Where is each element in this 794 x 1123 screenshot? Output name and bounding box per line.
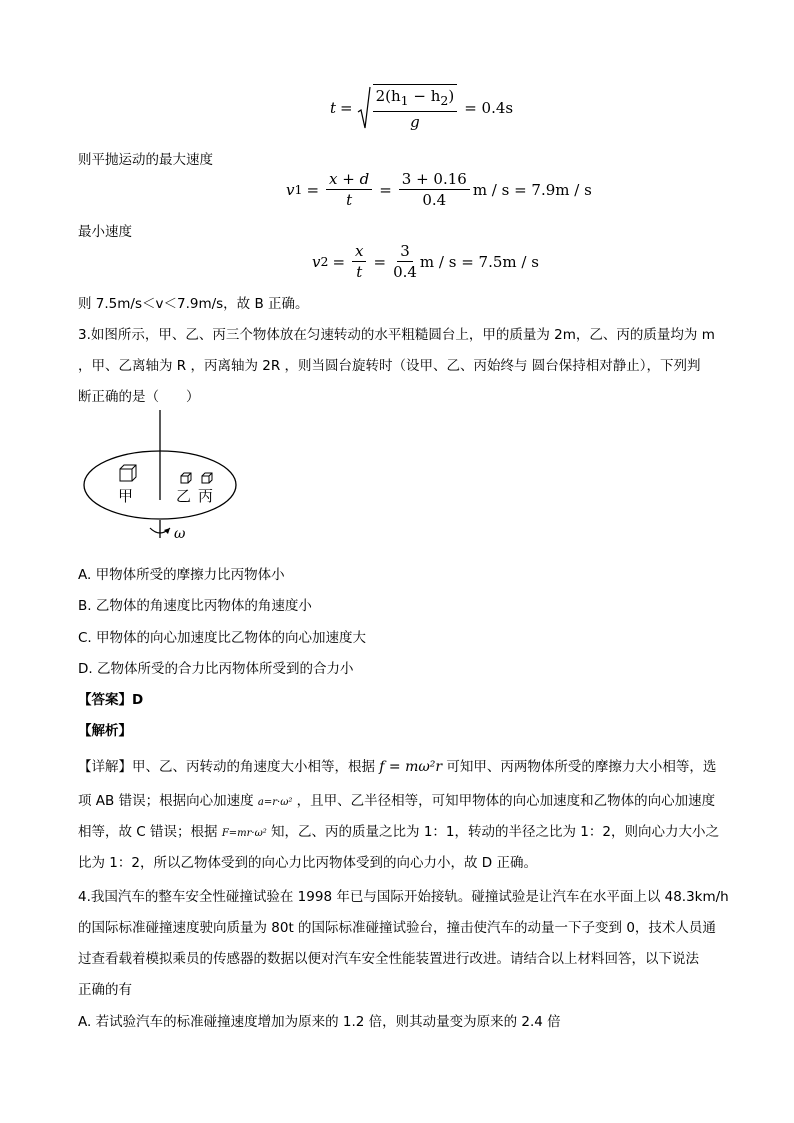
equation-v2: v 2 = $\frac{x}{t}$ = $\frac{3}{0.4}$ m / s = 7.5m / s [312, 242, 539, 281]
cube-bing-icon [202, 473, 212, 483]
eq3-result: m / s = 7.5m / s [419, 252, 539, 271]
cube-jia-icon [120, 465, 136, 481]
label-omega: ω [174, 526, 186, 542]
eq2-lhs-sub: 1 [294, 182, 303, 197]
eq2-num1: x + d [326, 170, 372, 190]
eq3-num1: x [352, 242, 366, 262]
sqrt-sign-icon [357, 86, 371, 130]
cube-yi-icon [181, 473, 191, 483]
text-max-speed: 则平抛运动的最大速度 [78, 152, 213, 168]
eq1-num-b: − h [408, 87, 441, 105]
eq1-sub1: 1 [400, 93, 409, 108]
eq1-num-a: 2(h [375, 87, 401, 105]
detail-line2-a: 项 AB 错误；根据向心加速度 [78, 793, 254, 809]
rotation-arrowhead-icon [164, 528, 170, 534]
eq2-num2: 3 + 0.16 [399, 170, 470, 190]
eq3-den2: 0.4 [393, 263, 417, 281]
detail-line2-b: ，且甲、乙半径相等，可知甲物体的向心加速度和乙物体的向心加速度 [296, 793, 716, 809]
q3-stem-line2: ，甲、乙离轴为 R ，丙离轴为 2R ，则当圆台旋转时（设甲、乙、丙始终与 圆台保持相对静止），下列判 [78, 358, 701, 374]
detail-line1-a: 【详解】甲、乙、丙转动的角速度大小相等，根据 [78, 759, 375, 775]
eq2-den1: t [346, 191, 353, 209]
eq3-lhs-sub: 2 [320, 254, 329, 269]
q3-detail-line4: 比为 1：2，所以乙物体受到的向心力比丙物体受到的向心力小，故 D 正确。 [78, 855, 537, 871]
detail-line3-a: 相等，故 C 错误；根据 [78, 824, 218, 840]
eq1-result: = 0.4s [464, 98, 514, 117]
q3-stem-line1: 3.如图所示，甲、乙、丙三个物体放在匀速转动的水平粗糙圆台上，甲的质量为 2m，乙、丙的质量均为 m [78, 327, 715, 343]
detail-line3-b: 知，乙、丙的质量之比为 1：1，转动的半径之比为 1：2，则向心力大小之 [271, 824, 719, 840]
eq2-den2: 0.4 [422, 191, 447, 209]
eq1-sub2: 2 [440, 93, 449, 108]
q3-option-a: A. 甲物体所受的摩擦力比丙物体小 [78, 567, 285, 583]
q4-stem-line2: 的国际标准碰撞速度驶向质量为 80t 的国际标准碰撞试验台，撞击使汽车的动量一下子变到 0，技术人员通 [78, 920, 716, 936]
eq3-den1: t [356, 263, 363, 281]
eq2-lhs: v [286, 180, 295, 199]
platform-diagram [78, 410, 258, 550]
q3-detail-line2 [78, 789, 715, 809]
eq3-lhs: v [312, 252, 321, 271]
q3-analysis-title: 【解析】 [78, 723, 132, 739]
q3-detail-line3 [78, 820, 719, 840]
rotating-platform-figure [78, 410, 258, 550]
q3-option-c: C. 甲物体的向心加速度比乙物体的向心加速度大 [78, 630, 367, 646]
q3-stem-line3: 断正确的是（ ） [78, 389, 200, 405]
q4-stem-line4: 正确的有 [78, 982, 132, 998]
q3-answer: 【答案】D [78, 692, 144, 708]
eq1-lhs: t [330, 98, 337, 117]
label-jia: 甲 [118, 487, 134, 505]
text-conclusion: 则 7.5m/s＜v＜7.9m/s，故 B 正确。 [78, 296, 309, 312]
equation-v1: v 1 = $\frac{x + d}{t}$ = $\frac{3 + 0.16}{0.4}$ m / s = 7.9m / s [286, 170, 592, 209]
eq1-den: g [410, 113, 420, 131]
q4-stem-line3: 过查看载着模拟乘员的传感器的数据以便对汽车安全性能装置进行改进。请结合以上材料回答，以下说法 [78, 951, 699, 967]
q4-stem-line1: 4.我国汽车的整车安全性碰撞试验在 1998 年已与国际开始接轨。碰撞试验是让汽车在水平面上以 48.3km/h [78, 889, 729, 905]
detail-formula-accel: a=r·ω² [257, 797, 293, 808]
eq3-num2: 3 [397, 242, 413, 262]
q3-option-b: B. 乙物体的角速度比丙物体的角速度小 [78, 598, 312, 614]
text-min-speed: 最小速度 [78, 224, 132, 240]
eq1-num-c: ) [448, 87, 455, 105]
detail-formula-friction: f = mω²r [379, 759, 443, 775]
label-yi: 乙 [176, 487, 192, 505]
eq2-result: m / s = 7.9m / s [472, 180, 592, 199]
label-bing: 丙 [198, 487, 214, 505]
equation-time: t = $\frac{2(h_1 - h_2)}{g}$ = 0.4s [330, 84, 513, 131]
q3-detail-line1 [78, 755, 716, 775]
detail-line1-b: 可知甲、丙两物体所受的摩擦力大小相等，选 [446, 759, 717, 775]
q4-option-a: A. 若试验汽车的标准碰撞速度增加为原来的 1.2 倍，则其动量变为原来的 2.4 倍 [78, 1014, 561, 1030]
q3-option-d: D. 乙物体所受的合力比丙物体所受到的合力小 [78, 661, 354, 677]
detail-formula-force: F=mr·ω² [221, 828, 267, 839]
